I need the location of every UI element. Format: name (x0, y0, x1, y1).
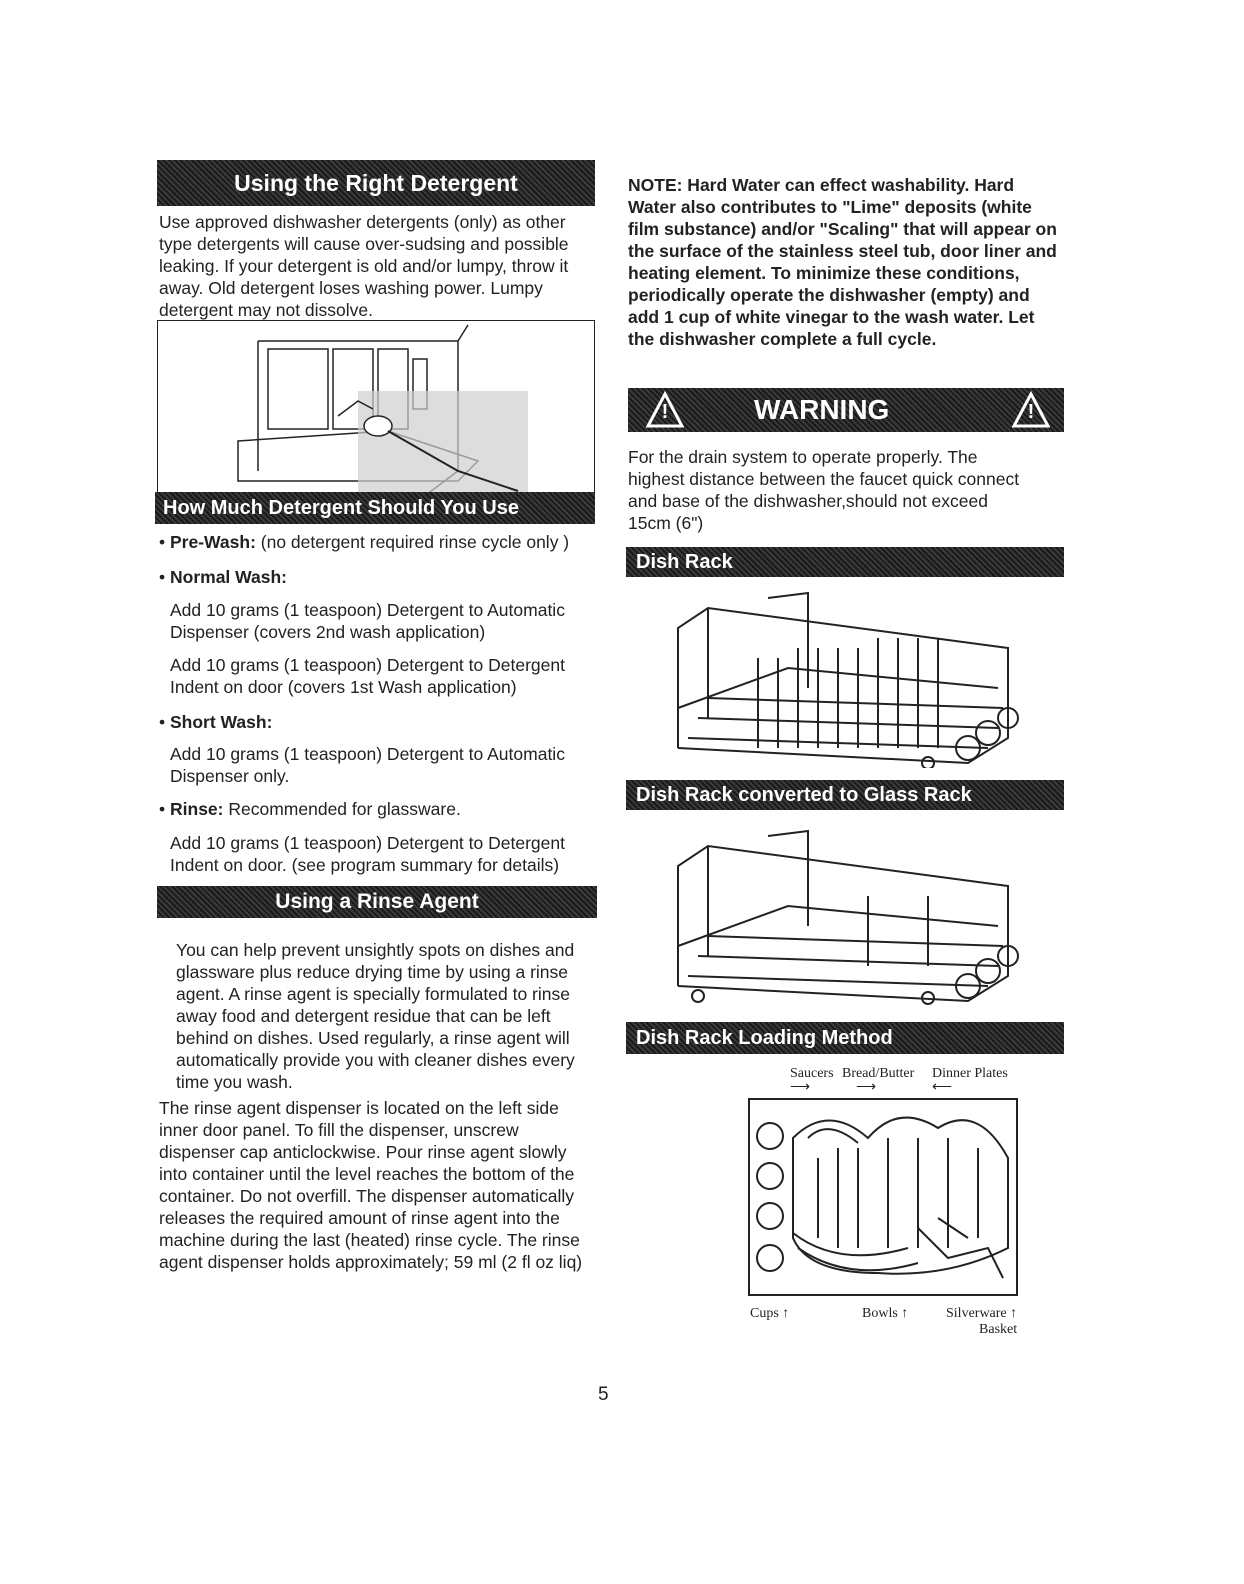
label-silverware-basket: Silverware ↑ Basket (946, 1306, 1018, 1337)
rinse-line: • Rinse: Recommended for glassware. (159, 799, 461, 819)
glass-rack-illustration (668, 826, 1020, 1006)
short-wash-item-1: Add 10 grams (1 teaspoon) Detergent to Automatic Dispenser only. (170, 744, 565, 786)
warning-banner: ! WARNING ! (628, 388, 1064, 432)
label-bowls: Bowls ↑ (862, 1306, 909, 1321)
glass-rack-figure (668, 826, 1020, 1006)
rinse-agent-paragraph-1: You can help prevent unsightly spots on dishes and glassware plus reduce drying time by using a rinse agent. A rinse agent is specially formulated to rinse away food and detergent residue that can be left behind on dishes. Used regularly, a rinse agent will automatically provide you with cleaner dishes every time you wash. (176, 940, 575, 1092)
detergent-dispenser-figure (157, 320, 595, 510)
how-much-banner: How Much Detergent Should You Use (155, 492, 595, 524)
glass-rack-banner: Dish Rack converted to Glass Rack (626, 780, 1064, 810)
prewash-line: • Pre-Wash: (no detergent required rinse cycle only ) (159, 532, 570, 552)
warning-text: For the drain system to operate properly. The highest distance between the faucet quick connect and base of the dishwasher,should not exceed 15cm (6") (628, 447, 1020, 533)
detergent-text: Use approved dishwasher detergents (only) as other type detergents will cause over-sudsing and possible leaking. If your detergent is old and/or lumpy, throw it away. Old detergent loses washing power. Lumpy detergent may not dissolve. (159, 212, 569, 320)
hard-water-note: NOTE: Hard Water can effect washability. Hard Water also contributes to "Lime" deposits (white film substance) and/or "Scaling" that will appear on the surface of the stainless steel tub, door liner and heating element. To minimize these conditions, periodically operate the dishwasher (empty) and add 1 cup of white vinegar to the wash water. Let the dishwasher complete a full cycle. (628, 175, 1057, 349)
dispenser-illustration (158, 321, 593, 508)
rinse-label: Rinse: (170, 799, 224, 819)
arrow-up-icon: ↑ (1006, 1306, 1018, 1321)
loading-figure (748, 1098, 1018, 1296)
arrow-left-icon: ⟵ (932, 1080, 953, 1095)
prewash-label: Pre-Wash: (170, 532, 256, 552)
rinse-text: Recommended for glassware. (228, 799, 461, 819)
arrow-up-icon: ↑ (778, 1306, 790, 1321)
warning-icon-left: ! (646, 391, 684, 429)
dish-rack-banner: Dish Rack (626, 547, 1064, 577)
arrow-right-icon: ⟶ (856, 1080, 877, 1095)
short-wash-line: • Short Wash: (159, 712, 273, 732)
dish-rack-figure (668, 588, 1020, 768)
rinse-agent-banner: Using a Rinse Agent (157, 886, 597, 918)
normal-wash-line: • Normal Wash: (159, 567, 288, 587)
normal-wash-label: Normal Wash: (170, 567, 288, 587)
warning-icon-right: ! (1012, 391, 1050, 429)
detergent-banner: Using the Right Detergent (157, 160, 595, 206)
loading-illustration (748, 1098, 1018, 1296)
arrow-right-icon: ⟶ (790, 1080, 811, 1095)
arrow-up-icon: ↑ (897, 1306, 909, 1321)
label-saucers: Saucers ⟶ (790, 1066, 834, 1095)
prewash-text: (no detergent required rinse cycle only ) (260, 532, 570, 552)
loading-banner: Dish Rack Loading Method (626, 1022, 1064, 1054)
page-number: 5 (598, 1384, 609, 1405)
normal-wash-item-2: Add 10 grams (1 teaspoon) Detergent to Detergent Indent on door (covers 1st Wash application) (170, 655, 565, 697)
label-dinner-plates: Dinner Plates ⟵ (932, 1066, 1008, 1095)
short-wash-label: Short Wash: (170, 712, 273, 732)
label-cups: Cups ↑ (750, 1306, 790, 1321)
dish-rack-illustration (668, 588, 1020, 768)
normal-wash-item-1: Add 10 grams (1 teaspoon) Detergent to Automatic Dispenser (covers 2nd wash application) (170, 600, 565, 642)
rinse-item-1: Add 10 grams (1 teaspoon) Detergent to Detergent Indent on door. (see program summary for details) (170, 833, 565, 875)
rinse-agent-paragraph-2: The rinse agent dispenser is located on the left side inner door panel. To fill the dispenser, unscrew dispenser cap anticlockwise. Pour rinse agent slowly into container until the level reaches the bottom of the container. Do not overfill. The dispenser automatically releases the required amount of rinse agent into the machine during the last (heated) rinse cycle. The rinse agent dispenser holds approximately; 59 ml (2 fl oz liq) (159, 1098, 583, 1272)
label-bread-butter: Bread/Butter ⟶ (842, 1066, 915, 1095)
